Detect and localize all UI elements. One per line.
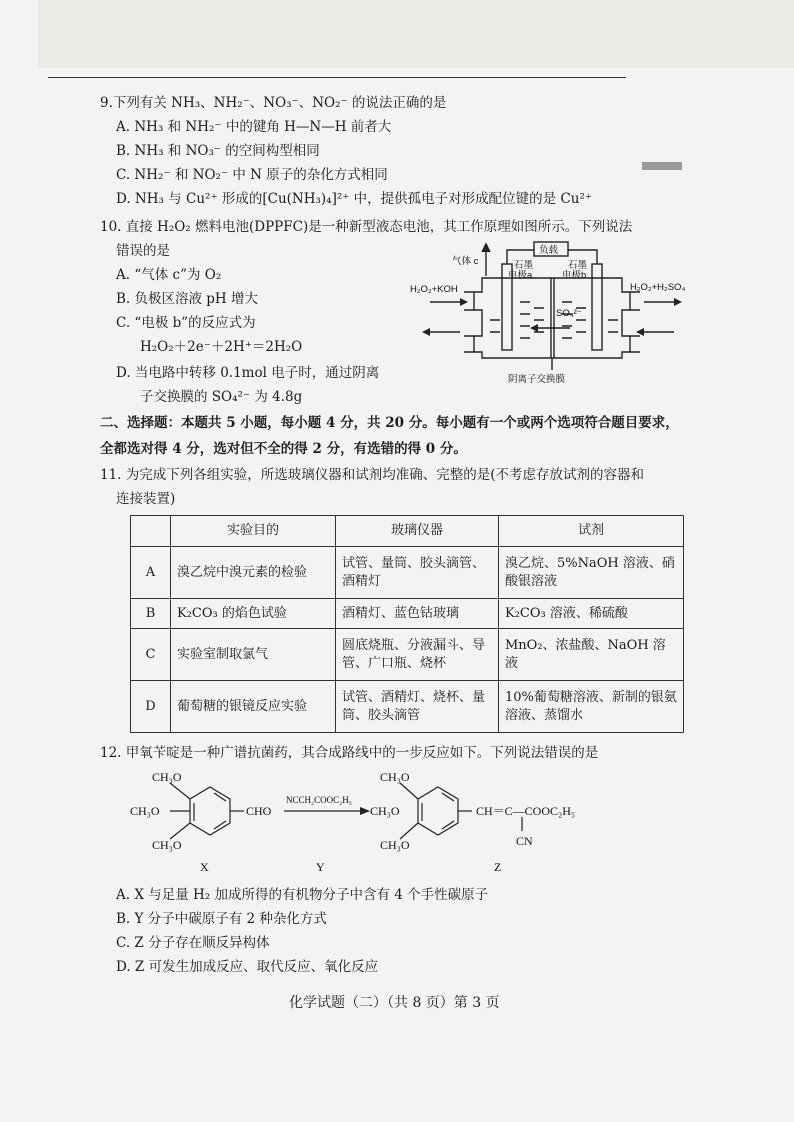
table-cell-glass: 酒精灯、蓝色钴玻璃	[336, 599, 499, 629]
table-cell-glass: 圆底烧瓶、分液漏斗、导管、广口瓶、烧杯	[336, 629, 499, 681]
diagram-electrode-a-bottom: 电极a	[508, 270, 533, 281]
label-x: X	[200, 860, 209, 874]
q10-option-d-cont: 子交换膜的 SO₄²⁻ 为 4.8g	[140, 389, 303, 405]
q11-stem-cont: 连接装置)	[116, 491, 176, 507]
table-cell-option: B	[131, 599, 171, 629]
table-header	[131, 516, 171, 547]
q11-stem: 11. 为完成下列各组实验，所选玻璃仪器和试剂均准确、完整的是(不考虑存放试剂的容器和	[100, 467, 645, 483]
q10-option-c-equation: H₂O₂＋2e⁻＋2H⁺＝2H₂O	[140, 339, 303, 355]
table-row	[131, 599, 684, 629]
table-row	[131, 681, 684, 733]
q9-option-d: D. NH₃ 与 Cu²⁺ 形成的[Cu(NH₃)₄]²⁺ 中，提供孤电子对形成配位键的是 Cu²⁺	[116, 191, 593, 207]
table-cell-purpose: K₂CO₃ 的焰色试验	[171, 599, 336, 629]
section2-line1: 二、选择题：本题共 5 小题，每小题 4 分，共 20 分。每小题有一个或两个选项符合题目要求，	[100, 415, 679, 431]
reagent-y: NCCH₂COOC₂H₅	[286, 795, 352, 805]
q10-option-d: D. 当电路中转移 0.1mol 电子时，通过阴离	[116, 365, 380, 381]
table-cell-purpose: 实验室制取氯气	[171, 629, 336, 681]
q10-option-a: A. “气体 c”为 O₂	[116, 267, 222, 283]
q12-option-a: A. X 与足量 H₂ 加成所得的有机物分子中含有 4 个手性碳原子	[116, 887, 489, 903]
q12-option-b: B. Y 分子中碳原子有 2 种杂化方式	[116, 911, 327, 927]
x-och3-middle: CH₃O	[130, 804, 160, 818]
q10-stem: 10. 直接 H₂O₂ 燃料电池(DPPFC)是一种新型液态电池，其工作原理如图所示。下列说法	[100, 219, 633, 235]
fuel-cell-diagram	[402, 240, 702, 390]
table-header-row	[131, 516, 684, 547]
table-cell-option: D	[131, 681, 171, 733]
z-och3-bottom: CH₃O	[380, 838, 410, 852]
reaction-scheme	[120, 765, 620, 875]
q9-option-b: B. NH₃ 和 NO₃⁻ 的空间构型相同	[116, 143, 320, 159]
table-cell-option: A	[131, 547, 171, 599]
diagram-electrode-a-top: 石墨	[514, 260, 534, 271]
table-header: 试剂	[499, 516, 684, 547]
z-och3-middle: CH₃O	[370, 804, 400, 818]
diagram-right-input: H₂O₂+H₂SO₄	[630, 282, 686, 293]
diagram-left-input: H₂O₂+KOH	[410, 284, 458, 295]
diagram-electrode-b-top: 石墨	[568, 260, 588, 271]
section2-line2: 全都选对得 4 分，选对但不全的得 2 分，有选错的得 0 分。	[100, 441, 467, 457]
q12-option-d: D. Z 可发生加成反应、取代反应、氧化反应	[116, 959, 379, 975]
label-y: Y	[316, 860, 325, 874]
diagram-membrane-label: 阴离子交换膜	[508, 374, 566, 385]
z-side-chain: CH＝C—COOC₂H₅	[476, 804, 576, 818]
diagram-gas-label: 气体 c	[452, 256, 479, 267]
q9-option-a: A. NH₃ 和 NH₂⁻ 中的键角 H—N—H 前者大	[116, 119, 392, 135]
q10-option-b: B. 负极区溶液 pH 增大	[116, 291, 259, 307]
q11-table	[130, 515, 684, 733]
table-header: 玻璃仪器	[336, 516, 499, 547]
table-cell-glass: 试管、酒精灯、烧杯、量筒、胶头滴管	[336, 681, 499, 733]
q10-option-c: C. “电极 b”的反应式为	[116, 315, 256, 331]
table-cell-option: C	[131, 629, 171, 681]
q9-option-c: C. NH₂⁻ 和 NO₂⁻ 中 N 原子的杂化方式相同	[116, 167, 388, 183]
scan-shadow	[38, 0, 794, 68]
table-cell-glass: 试管、量筒、胶头滴管、酒精灯	[336, 547, 499, 599]
q12-stem: 12. 甲氧苄啶是一种广谱抗菌药，其合成路线中的一步反应如下。下列说法错误的是	[100, 745, 599, 761]
table-cell-reagent: 溴乙烷、5%NaOH 溶液、硝酸银溶液	[499, 547, 684, 599]
header-rule	[48, 77, 626, 78]
z-cn: CN	[516, 834, 533, 848]
table-cell-reagent: K₂CO₃ 溶液、稀硫酸	[499, 599, 684, 629]
page-footer: 化学试题（二）（共 8 页）第 3 页	[289, 995, 500, 1011]
table-cell-purpose: 葡萄糖的银镜反应实验	[171, 681, 336, 733]
diagram-load-label: 负载	[539, 245, 559, 256]
diagram-electrode-b-bottom: 电极b	[562, 270, 587, 281]
table-cell-reagent: MnO₂、浓盐酸、NaOH 溶液	[499, 629, 684, 681]
q12-option-c: C. Z 分子存在顺反异构体	[116, 935, 270, 951]
diagram-ion-label: SO₄²⁻	[556, 308, 582, 319]
x-cho: CHO	[246, 804, 272, 818]
label-z: Z	[494, 860, 502, 874]
table-cell-purpose: 溴乙烷中溴元素的检验	[171, 547, 336, 599]
table-row	[131, 547, 684, 599]
z-och3-top: CH₃O	[380, 770, 410, 784]
q9-stem: 9.下列有关 NH₃、NH₂⁻、NO₃⁻、NO₂⁻ 的说法正确的是	[100, 95, 447, 111]
table-row	[131, 629, 684, 681]
gray-smudge	[642, 162, 682, 170]
x-och3-top: CH₃O	[152, 770, 182, 784]
q10-stem-cont: 错误的是	[116, 243, 170, 259]
x-och3-bottom: CH₃O	[152, 838, 182, 852]
table-header: 实验目的	[171, 516, 336, 547]
table-cell-reagent: 10%葡萄糖溶液、新制的银氨溶液、蒸馏水	[499, 681, 684, 733]
